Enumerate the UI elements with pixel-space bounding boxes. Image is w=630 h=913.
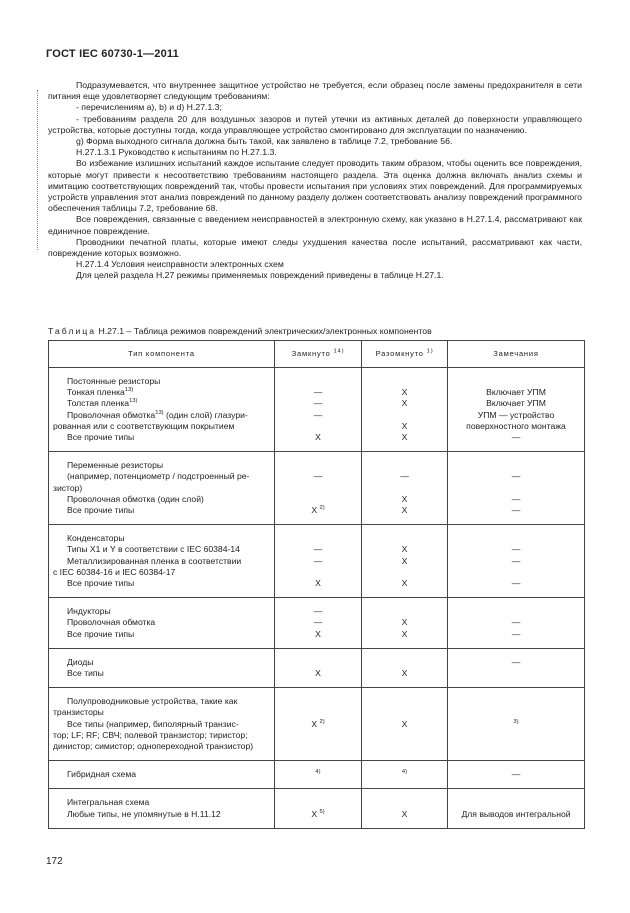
closed-cell-value: X xyxy=(311,504,318,515)
remarks-cell-line xyxy=(450,533,582,544)
component-type-line xyxy=(67,719,268,730)
closed-cell-value: X xyxy=(315,431,321,442)
closed-cell-line xyxy=(277,483,359,494)
remarks-cell-line xyxy=(450,544,582,555)
component-type-line xyxy=(67,471,268,482)
paragraph: Для целей раздела Н.27 режимы применяемых повреждений приведены в таблице Н.27.1. xyxy=(76,270,444,281)
component-type-line xyxy=(67,505,268,516)
component-type-text: (один слой) глазури- xyxy=(163,409,248,420)
remarks-cell-line xyxy=(450,432,582,443)
paragraph: Н.27.1.3.1 Руководство к испытаниям по Н.27.1.3. xyxy=(76,147,277,158)
open-cell xyxy=(362,761,448,789)
remarks-cell-line xyxy=(450,707,582,718)
paragraph: Проводники печатной платы, которые имеют следы ухудшения качества после испытаний, рассматривают как части, повреждение которых возможно. xyxy=(48,236,582,259)
remarks-cell xyxy=(448,598,585,649)
closed-cell-line xyxy=(277,741,359,752)
remarks-cell-value: УПМ — устройство xyxy=(477,409,555,420)
open-cell-line xyxy=(364,505,445,516)
component-type-text: Все прочие типы xyxy=(67,578,135,589)
remarks-cell-value: Для выводов интегральной xyxy=(461,808,571,819)
page-number: 172 xyxy=(46,856,63,867)
remarks-cell-value: — xyxy=(511,578,521,589)
component-type-text: с IEC 60384-16 и IEC 60384-17 xyxy=(53,566,176,577)
remarks-cell-line xyxy=(450,494,582,505)
component-type-line xyxy=(67,578,268,589)
remarks-cell-line xyxy=(450,668,582,679)
open-cell xyxy=(362,525,448,598)
open-cell-line xyxy=(364,741,445,752)
closed-cell-value: X xyxy=(315,628,321,639)
closed-cell-line xyxy=(277,696,359,707)
component-type-line xyxy=(53,707,268,718)
header-component-type xyxy=(49,341,275,368)
component-type-text: Все типы xyxy=(67,668,104,679)
closed-cell-line xyxy=(277,809,359,820)
closed-cell-value: X xyxy=(311,718,318,729)
remarks-cell-line xyxy=(450,696,582,707)
remarks-cell-line xyxy=(450,387,582,398)
closed-cell xyxy=(275,598,362,649)
remarks-cell-line xyxy=(450,567,582,578)
open-cell-line xyxy=(364,578,445,589)
document-header: ГОСТ IEC 60730-1—2011 xyxy=(46,48,179,60)
open-cell xyxy=(362,789,448,828)
open-cell xyxy=(362,368,448,452)
component-type-line xyxy=(67,387,268,398)
closed-cell-line xyxy=(277,606,359,617)
remarks-cell-value: Включает УПМ xyxy=(486,387,546,398)
table-caption-text: Н.27.1 – Таблица режимов повреждений электрических/электронных компонентов xyxy=(98,326,432,336)
remarks-cell xyxy=(448,761,585,789)
closed-cell-line xyxy=(277,505,359,516)
component-type-line xyxy=(67,769,268,780)
closed-cell xyxy=(275,648,362,687)
remarks-cell-line xyxy=(450,398,582,409)
header-open-label: Разомкнуто xyxy=(375,349,424,359)
open-cell-value: X xyxy=(401,617,408,628)
header-closed-label: Замкнуто xyxy=(291,349,331,359)
component-type-text: Проволочная обмотка (один слой) xyxy=(67,493,204,504)
component-type-line xyxy=(53,730,268,741)
open-cell xyxy=(362,598,448,649)
remarks-cell-line xyxy=(450,483,582,494)
component-type-cell xyxy=(49,688,275,761)
open-cell-line xyxy=(364,606,445,617)
open-cell-value: X xyxy=(401,718,408,729)
component-type-line xyxy=(67,376,268,387)
header-closed-note: 14) xyxy=(333,348,345,355)
table-header-row xyxy=(49,341,585,368)
footnote-ref: 2) xyxy=(319,718,325,725)
component-type-text: тор; LF; RF; СВЧ; полевой транзистор; тиристор; xyxy=(53,729,248,740)
open-cell-line xyxy=(364,707,445,718)
closed-cell xyxy=(275,452,362,525)
component-type-text: Любые типы, не упомянутые в Н.11.12 xyxy=(67,808,221,819)
paragraph: - требованиям раздела 20 для воздушных зазоров и путей утечки из активных деталей до поверхности управляющего устройства, которые доступны тогда, когда управляющее устройство смонтировано для эксплуатации по назначению. xyxy=(48,113,582,135)
open-cell xyxy=(362,688,448,761)
component-type-line xyxy=(67,668,268,679)
component-type-line xyxy=(67,533,268,544)
closed-cell-line xyxy=(277,668,359,679)
closed-cell-line xyxy=(277,421,359,432)
component-type-text: рованная или с соответствующим покрытием xyxy=(53,420,235,431)
closed-cell-line xyxy=(277,578,359,589)
closed-cell-value: — xyxy=(313,606,323,617)
failure-modes-table xyxy=(48,340,585,829)
component-type-line xyxy=(67,460,268,471)
remarks-cell xyxy=(448,525,585,598)
closed-cell-line xyxy=(277,657,359,668)
closed-cell-line xyxy=(277,629,359,640)
closed-cell-line xyxy=(277,797,359,808)
table-caption-prefix: Таблица xyxy=(48,326,97,336)
closed-cell-line xyxy=(277,719,359,730)
open-cell-line xyxy=(364,398,445,409)
component-type-cell xyxy=(49,525,275,598)
component-type-line xyxy=(67,556,268,567)
paragraph: Подразумевается, что внутреннее защитное устройство не требуется, если образец после замены предохранителя в сети питания еще удовлетворяет следующим требованиям: xyxy=(48,80,582,102)
open-cell-line xyxy=(364,769,445,780)
component-type-text: Переменные резисторы xyxy=(67,460,164,471)
component-type-line xyxy=(67,606,268,617)
header-component-type-label: Тип компонента xyxy=(128,349,195,359)
remarks-cell-value: — xyxy=(511,769,521,780)
open-cell-line xyxy=(364,657,445,668)
table-row xyxy=(49,598,585,649)
footnote-ref: 2) xyxy=(319,505,325,512)
remarks-cell-line xyxy=(450,471,582,482)
header-remarks-label: Замечания xyxy=(493,349,539,359)
remarks-cell-value: — xyxy=(511,505,521,515)
table-caption xyxy=(48,326,588,336)
remarks-cell-line xyxy=(450,376,582,387)
component-type-line xyxy=(67,657,268,668)
remarks-cell xyxy=(448,648,585,687)
component-type-line xyxy=(67,617,268,628)
remarks-cell-value: — xyxy=(511,656,521,667)
open-cell-value: X xyxy=(401,420,408,431)
closed-cell-line xyxy=(277,544,359,555)
open-cell-value: X xyxy=(401,398,408,409)
open-cell-line xyxy=(364,730,445,741)
open-cell-line xyxy=(364,483,445,494)
footnote-ref: 13) xyxy=(124,387,134,394)
component-type-line xyxy=(67,544,268,555)
open-cell-line xyxy=(364,629,445,640)
footnote-ref: 13) xyxy=(129,398,138,405)
closed-cell-line xyxy=(277,398,359,409)
component-type-text: Постоянные резисторы xyxy=(67,376,161,386)
open-cell-line xyxy=(364,567,445,578)
closed-cell-value: X xyxy=(315,668,321,679)
remarks-cell-line xyxy=(450,606,582,617)
open-cell-line xyxy=(364,668,445,679)
header-remarks xyxy=(448,341,585,368)
closed-cell xyxy=(275,368,362,452)
paragraph: Н.27.1.4 Условия неисправности электронных схем xyxy=(76,259,284,270)
component-type-text: Проволочная обмотка xyxy=(67,617,156,628)
closed-cell-value: X xyxy=(311,808,318,819)
closed-cell-line xyxy=(277,387,359,398)
component-type-text: Все прочие типы xyxy=(67,505,135,516)
remarks-cell-line xyxy=(450,797,582,808)
component-type-text: Металлизированная пленка в соответствии xyxy=(67,555,242,566)
open-cell-line xyxy=(364,494,445,505)
remarks-cell-line xyxy=(450,578,582,589)
open-cell xyxy=(362,648,448,687)
component-type-line xyxy=(67,432,268,443)
table-body xyxy=(49,368,585,829)
remarks-cell-line xyxy=(450,809,582,820)
open-cell-line xyxy=(364,719,445,730)
table-row xyxy=(49,761,585,789)
component-type-text: Гибридная схема xyxy=(67,769,137,780)
closed-cell-value: — xyxy=(313,387,323,398)
body-text xyxy=(48,80,582,282)
open-cell-line xyxy=(364,387,445,398)
component-type-text: Индукторы xyxy=(67,606,111,617)
open-cell-value: — xyxy=(400,471,409,482)
remarks-cell-line xyxy=(450,657,582,668)
component-type-line xyxy=(67,410,268,421)
open-cell-value: X xyxy=(401,505,408,515)
component-type-text: динистор; симистор; однопереходной транзистор) xyxy=(53,741,254,752)
footnote-ref: 4) xyxy=(401,769,408,776)
component-type-line xyxy=(67,629,268,640)
component-type-cell xyxy=(49,648,275,687)
footnote-ref: 5) xyxy=(319,808,325,815)
table-row xyxy=(49,368,585,452)
header-open xyxy=(362,341,448,368)
remarks-cell-line xyxy=(450,769,582,780)
remarks-cell-line xyxy=(450,730,582,741)
open-cell-line xyxy=(364,809,445,820)
remarks-cell-line xyxy=(450,617,582,628)
open-cell-value: X xyxy=(401,808,408,819)
component-type-text: Проволочная обмотка xyxy=(67,409,156,420)
table-row xyxy=(49,648,585,687)
table-row xyxy=(49,525,585,598)
closed-cell-line xyxy=(277,460,359,471)
footnote-ref: 3) xyxy=(513,718,519,725)
open-cell-line xyxy=(364,556,445,567)
component-type-line xyxy=(67,809,268,820)
component-type-text: (например, потенциометр / подстроенный ре- xyxy=(67,471,250,482)
closed-cell-value: X xyxy=(315,578,321,589)
component-type-line xyxy=(53,741,268,752)
closed-cell-value: — xyxy=(313,617,323,628)
closed-cell-value: — xyxy=(313,409,323,420)
open-cell-value: X xyxy=(401,544,408,555)
closed-cell-line xyxy=(277,567,359,578)
component-type-text: Конденсаторы xyxy=(67,533,125,544)
remarks-cell-line xyxy=(450,629,582,640)
closed-cell-line xyxy=(277,533,359,544)
remarks-cell-value: — xyxy=(511,617,521,628)
open-cell xyxy=(362,452,448,525)
remarks-cell-value: поверхностного монтажа xyxy=(466,420,566,431)
closed-cell-line xyxy=(277,410,359,421)
open-cell-value: X xyxy=(401,555,408,566)
open-cell-line xyxy=(364,533,445,544)
closed-cell xyxy=(275,789,362,828)
paragraph: Во избежание излишних испытаний каждое испытание следует проводить таким образом, чтобы оценить все повреждения, которые могут привести к несоответствию требованиям настоящего раздела. Эта оценка должна включать анализ схемы и имитацию соответствующих повреждений так, чтобы провести испытания при условиях этих повреждений. Для программируемых устройств управления этот анализ повреждений по данному разделу должен соответствовать анализу повреждений программного обеспечения таблицы 7.2, требование 68. xyxy=(48,158,582,214)
paragraph: g) Форма выходного сигнала должна быть такой, как заявлено в таблице 7.2, требование 56. xyxy=(76,136,453,147)
closed-cell-value: — xyxy=(313,471,323,482)
open-cell-line xyxy=(364,471,445,482)
table-row xyxy=(49,688,585,761)
revision-margin-line xyxy=(37,90,38,250)
open-cell-line xyxy=(364,410,445,421)
closed-cell-value: — xyxy=(313,555,323,566)
remarks-cell-value: — xyxy=(511,628,521,639)
open-cell-line xyxy=(364,544,445,555)
component-type-text: Типы X1 и Y в соответствии с IEC 60384-14 xyxy=(67,544,240,555)
table-row xyxy=(49,789,585,828)
remarks-cell-line xyxy=(450,505,582,516)
closed-cell-line xyxy=(277,617,359,628)
remarks-cell-value: — xyxy=(511,544,521,555)
open-cell-value: X xyxy=(401,493,408,504)
footnote-ref: 4) xyxy=(315,769,321,776)
component-type-line xyxy=(67,494,268,505)
closed-cell xyxy=(275,688,362,761)
open-cell-line xyxy=(364,421,445,432)
paragraph: Все повреждения, связанные с введением неисправностей в электронную схему, как указано в Н.27.1.4, рассматривают как единичное повреждение. xyxy=(48,214,582,236)
open-cell-value: X xyxy=(401,668,408,679)
header-closed xyxy=(275,341,362,368)
closed-cell-line xyxy=(277,376,359,387)
closed-cell-line xyxy=(277,471,359,482)
closed-cell xyxy=(275,525,362,598)
remarks-cell-line xyxy=(450,460,582,471)
header-open-note: 1) xyxy=(426,348,434,355)
remarks-cell-line xyxy=(450,741,582,752)
remarks-cell-line xyxy=(450,410,582,421)
closed-cell xyxy=(275,761,362,789)
open-cell-value: X xyxy=(401,578,408,589)
component-type-cell xyxy=(49,452,275,525)
remarks-cell-value: — xyxy=(511,555,521,566)
component-type-text: Все прочие типы xyxy=(67,432,135,443)
remarks-cell-value: — xyxy=(511,432,521,442)
open-cell-value: X xyxy=(401,387,408,398)
component-type-text: Интегральная схема xyxy=(67,797,150,808)
component-type-text: Толстая пленка xyxy=(67,398,130,409)
component-type-cell xyxy=(49,761,275,789)
component-type-cell xyxy=(49,789,275,828)
closed-cell-line xyxy=(277,730,359,741)
closed-cell-line xyxy=(277,707,359,718)
remarks-cell-value: Включает УПМ xyxy=(486,398,546,409)
open-cell-line xyxy=(364,797,445,808)
table-row xyxy=(49,452,585,525)
component-type-line xyxy=(67,696,268,707)
open-cell-line xyxy=(364,376,445,387)
open-cell-line xyxy=(364,432,445,443)
component-type-text: Диоды xyxy=(67,656,94,667)
remarks-cell-line xyxy=(450,421,582,432)
component-type-line xyxy=(53,567,268,578)
component-type-cell xyxy=(49,598,275,649)
component-type-text: Полупроводниковые устройства, такие как xyxy=(67,696,238,707)
remarks-cell xyxy=(448,688,585,761)
remarks-cell-value: — xyxy=(511,493,521,504)
component-type-line xyxy=(67,398,268,409)
component-type-text: Тонкая пленка xyxy=(67,387,125,398)
open-cell-line xyxy=(364,696,445,707)
footnote-ref: 13) xyxy=(155,409,164,416)
remarks-cell xyxy=(448,368,585,452)
closed-cell-value: — xyxy=(313,398,323,409)
closed-cell-line xyxy=(277,432,359,443)
component-type-line xyxy=(53,483,268,494)
component-type-line xyxy=(67,797,268,808)
closed-cell-line xyxy=(277,769,359,780)
paragraph: - перечислениям a), b) и d) Н.27.1.3; xyxy=(76,102,222,113)
remarks-cell-value: — xyxy=(511,471,521,482)
open-cell-line xyxy=(364,460,445,471)
closed-cell-value: — xyxy=(313,544,323,555)
open-cell-value: X xyxy=(401,431,408,442)
remarks-cell xyxy=(448,452,585,525)
component-type-text: транзисторы xyxy=(53,707,104,718)
open-cell-line xyxy=(364,617,445,628)
closed-cell-line xyxy=(277,556,359,567)
remarks-cell-line xyxy=(450,719,582,730)
open-cell-value: X xyxy=(401,628,408,639)
component-type-text: Все типы (например, биполярный транзис- xyxy=(67,718,239,729)
remarks-cell xyxy=(448,789,585,828)
component-type-text: зистор) xyxy=(53,482,83,493)
component-type-line xyxy=(53,421,268,432)
component-type-text: Все прочие типы xyxy=(67,628,135,639)
closed-cell-line xyxy=(277,494,359,505)
component-type-cell xyxy=(49,368,275,452)
remarks-cell-line xyxy=(450,556,582,567)
